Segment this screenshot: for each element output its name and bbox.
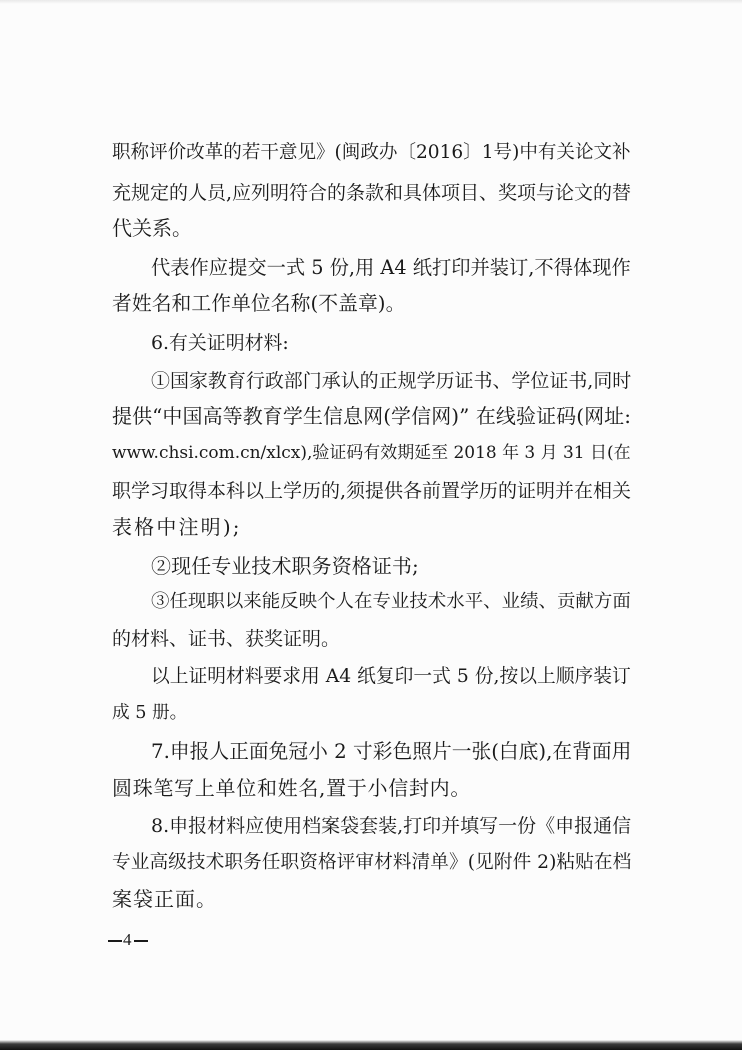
text-line-15: 以上证明材料要求用 A4 纸复印一式 5 份,按以上顺序装订 (151, 666, 631, 687)
page-number: 4 (123, 930, 132, 949)
scan-top-edge (0, 0, 742, 4)
text-line-9: www.chsi.com.cn/xlcx),验证码有效期延至 2018 年 3 月 31 日(在 (112, 443, 631, 463)
text-line-21: 案袋正面。 (112, 887, 217, 911)
text-line-12: ②现任专业技术职务资格证书; (151, 554, 419, 578)
text-line-8: 提供“中国高等教育学生信息网(学信网)” 在线验证码(网址: (112, 404, 632, 428)
page-number-dash-right (134, 940, 148, 942)
text-line-17: 7.申报人正面免冠小 2 寸彩色照片一张(白底),在背面用 (151, 740, 632, 763)
text-line-1: 职称评价改革的若干意见》(闽政办〔2016〕1号)中有关论文补 (112, 142, 631, 163)
text-line-19: 8.申报材料应使用档案袋套装,打印并填写一份《申报通信 (151, 815, 632, 837)
text-line-13: ③任现职以来能反映个人在专业技术水平、业绩、贡献方面 (151, 591, 631, 612)
page-number-dash-left (108, 940, 122, 942)
text-line-3: 代关系。 (112, 216, 192, 240)
text-line-2: 充规定的人员,应列明符合的条款和具体项目、奖项与论文的替 (112, 182, 632, 204)
text-line-11: 表格中注明); (112, 515, 242, 539)
text-line-16: 成 5 册。 (112, 703, 188, 723)
text-line-4: 代表作应提交一式 5 份,用 A4 纸打印并装订,不得体现作 (151, 256, 631, 279)
text-line-14: 的材料、证书、获奖证明。 (112, 628, 341, 650)
text-line-6: 6.有关证明材料: (151, 332, 289, 354)
text-line-7: ①国家教育行政部门承认的正规学历证书、学位证书,同时 (151, 370, 632, 392)
text-line-10: 职学习取得本科以上学历的,须提供各前置学历的证明并在相关 (112, 480, 632, 502)
text-line-18: 圆珠笔写上单位和姓名,置于小信封内。 (112, 776, 472, 800)
text-line-20: 专业高级技术职务任职资格评审材料清单》(见附件 2)粘贴在档 (112, 852, 632, 873)
scan-bottom-edge (0, 1040, 742, 1050)
text-line-5: 者姓名和工作单位名称(不盖章)。 (112, 292, 406, 315)
